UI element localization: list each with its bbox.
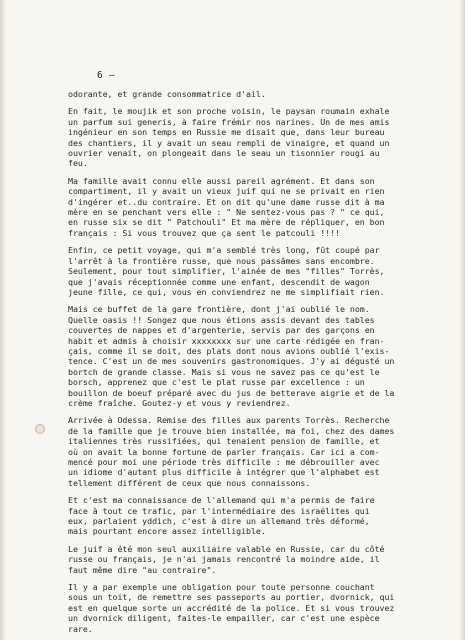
paragraph <box>68 495 440 537</box>
text-line: ingénieur en son temps en Russie me disait que, dans leur bureau <box>68 127 385 138</box>
text-line: mais pourtant encore assez intelligible. <box>68 526 266 537</box>
text-line: d'ingérer et..du contraire. Et on dit qu'une dame russe dit à ma <box>68 196 385 207</box>
paragraph <box>68 89 440 99</box>
punch-hole <box>35 424 45 434</box>
page-number: 6 — <box>97 70 116 81</box>
text-line: Seulement, pour tout simplifier, l'ainée de mes "filles" Torrès, <box>68 266 385 277</box>
page-left-edge <box>0 0 6 640</box>
text-line: un dvornick diligent, faites-le empailler, car c'est une espèce <box>68 613 380 624</box>
text-line: faut même dire "au contraire". <box>68 564 217 575</box>
text-line: Quelle oasis !! Songez que nous étions assis devant des tables <box>68 314 375 325</box>
text-line: sous un toit, de remettre ses passeports au portier, dvornick, qui <box>68 592 395 603</box>
text-line: mère en se penchant vers elle : " Ne sentez-vous pas ? " ce qui, <box>68 207 385 218</box>
text-line: crème fraîche. Goutez-y et vous y reviendrez. <box>68 397 291 408</box>
text-line: odorante, et grande consommatrice d'ail. <box>68 89 266 99</box>
text-line: tellement différent de ceux que nous connaissons. <box>68 477 311 488</box>
text-line: feu. <box>68 158 88 169</box>
text-line: çais, comme il se doit, des plats dont nous avions oublié l'exis- <box>68 345 390 356</box>
text-line: ouvrier venait, on plongeait dans le seau un tisonnier rougi au <box>68 148 380 159</box>
text-line: un idiome d'autant plus difficile à intégrer que l'alphabet est <box>68 467 380 478</box>
text-line: russe ou français, je n'ai jamais rencontré la moindre aide, il <box>68 554 380 565</box>
text-line: habit et admis à choisir xxxxxxxx sur une carte rédigée en fran- <box>68 335 385 346</box>
typed-body-text <box>68 89 440 634</box>
paragraph <box>68 245 440 297</box>
paragraph <box>68 106 440 168</box>
text-line: italiennes très russifiées, qui tenaient pension de famille, et <box>68 436 380 447</box>
paragraph <box>68 582 440 634</box>
text-line: en russe six se dit " Patchouli" Et ma mère de répliquer, en bon <box>68 217 385 228</box>
text-line: borsch, apprenez que c'est le plat russe par excellence : un <box>68 377 365 388</box>
text-line: rare. <box>68 623 93 634</box>
text-line: des chantiers, il y avait un seau rempli de vinaigre, et quand un <box>68 137 390 148</box>
paragraph <box>68 544 440 575</box>
paragraph <box>68 176 440 238</box>
text-line: tence. C'est un de mes souvenirs gastronomiques. J'y ai dégusté un <box>68 356 395 367</box>
text-line: que j'avais réceptionnée comme une enfant, descendit de wagon <box>68 276 370 287</box>
text-line: français : Si vous trouvez que ça sent le patcouli !!!! <box>68 227 340 238</box>
text-line: Et c'est ma connaissance de l'allemand qui m'a permis de faire <box>68 495 375 506</box>
text-line: Il y a par exemple une obligation pour toute personne couchant <box>68 582 375 593</box>
text-line: eux, parlaient yddich, c'est à dire un allemand très déformé, <box>68 516 370 527</box>
text-line: jeune fille, ce qui, vous en conviendrez ne me simplifiait rien. <box>68 286 385 297</box>
text-line: couvertes de nappes et d'argenterie, servis par des garçons en <box>68 325 375 336</box>
text-line: face à tout ce trafic, par l'intermédiaire des israélites qui <box>68 505 370 516</box>
text-line: l'arrêt à la frontière russe, que nous passâmes sans encombre. <box>68 255 375 266</box>
text-line: compartiment, il y avait un vieux juif qui ne se privait en rien <box>68 186 385 197</box>
text-line: un parfum sui generis, à faire frémir nos narines. Un de mes amis <box>68 116 390 127</box>
paragraph <box>68 304 440 408</box>
text-line: où on avait la bonne fortune de parler français. Car ici a com- <box>68 446 380 457</box>
page-right-edge <box>459 0 465 640</box>
text-line: Le juif a été mon seul auxiliaire valable en Russie, car du côté <box>68 543 385 554</box>
text-line: de la famille que je trouve bien installée, ma foi, chez des dames <box>68 425 395 436</box>
text-line: Mais ce buffet de la gare frontière, dont j'ai oublié le nom. <box>68 304 370 315</box>
text-line: est en quelque sorte un accrédité de la police. Et si vous trouvez <box>68 602 395 613</box>
text-line: En fait, le moujik et son proche voisin, le paysan roumain exhale <box>68 106 390 117</box>
text-line: Ma famille avait connu elle aussi pareil agrément. Et dans son <box>68 175 375 186</box>
text-line: mencé pour moi une période très difficile : me débrouiller avec <box>68 457 380 467</box>
text-line: Enfin, ce petit voyage, qui m'a semblé très long, fût coupé par <box>68 245 380 256</box>
text-line: bortch de grande classe. Mais si vous ne savez pas ce qu'est le <box>68 366 380 377</box>
paragraph <box>68 415 440 488</box>
text-line: Arrivée à Odessa. Remise des filles aux parents Torrès. Recherche <box>68 415 390 426</box>
text-line: bouillon de boeuf préparé avec du jus de betterave aigrie et de la <box>68 387 395 398</box>
